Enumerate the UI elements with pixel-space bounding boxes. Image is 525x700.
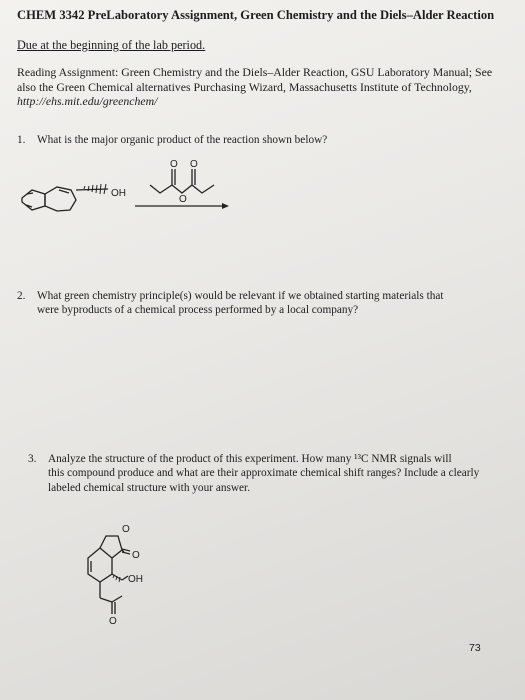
question-continuation: this compound produce and what are their approximate chemical shift ranges? Include a clearly labeled chemical structure with your answer. [48, 467, 480, 494]
question-number: 3. [28, 453, 37, 465]
question-continuation: were byproducts of a chemical process performed by a local company? [37, 304, 359, 317]
product-o-ring: O [122, 524, 130, 535]
product-skeleton [88, 536, 130, 614]
document-title: CHEM 3342 PreLaboratory Assignment, Green Chemistry and the Diels–Alder Reaction [17, 8, 495, 22]
left-ring [22, 190, 45, 210]
question-3 [28, 452, 491, 495]
reactant-oh-label: OH [111, 188, 126, 199]
reaction-scheme [0, 155, 260, 225]
reagent-o-right: O [190, 159, 198, 170]
reagent-o-bridge: O [179, 194, 187, 205]
question-2 [17, 289, 497, 318]
product-structure [60, 518, 180, 628]
product-o-acetyl: O [109, 616, 117, 627]
acetic-anhydride [150, 169, 214, 193]
product-oh-label: OH [128, 574, 143, 585]
arrow-head [222, 203, 229, 209]
lactone-ring [100, 536, 122, 558]
question-number: 2. [17, 290, 26, 302]
question-1 [17, 133, 497, 147]
question-text: What is the major organic product of the reaction shown below? [37, 134, 328, 146]
bicyclic-diene-alcohol [22, 187, 76, 211]
due-note: Due at the beginning of the lab period. [17, 38, 206, 52]
question-text: What green chemistry principle(s) would be relevant if we obtained starting materials that [37, 290, 444, 302]
reading-url: http://ehs.mit.edu/greenchem/ [17, 94, 158, 108]
question-number: 1. [17, 134, 26, 146]
question-text: Analyze the structure of the product of this experiment. How many ¹³C NMR signals will [48, 453, 452, 465]
page-number: 73 [469, 642, 481, 654]
reading-text: Reading Assignment: Green Chemistry and the Diels–Alder Reaction, GSU Laboratory Manual; See also the Green Chemical alternatives Purchasing Wizard, Massachusetts Institute of Technology, [17, 65, 493, 94]
product-o-carbonyl: O [132, 550, 140, 561]
reagent-o-left: O [170, 159, 178, 170]
reading-assignment [17, 65, 499, 109]
